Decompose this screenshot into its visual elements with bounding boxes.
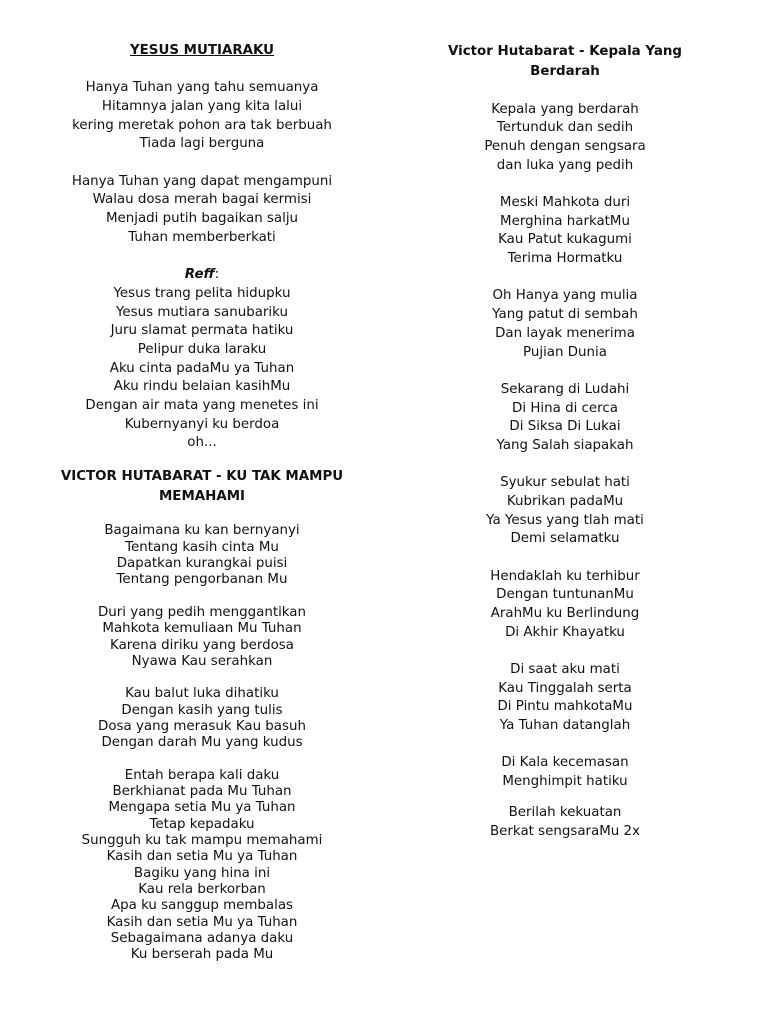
- lyric-line: Pujian Dunia: [523, 344, 607, 360]
- lyric-line: Merghina harkatMu: [500, 213, 630, 229]
- song-kepala-yang-berdarah: [392, 42, 738, 841]
- lyric-line: Dengan darah Mu yang kudus: [101, 735, 303, 751]
- lyric-line: Tentang pengorbanan Mu: [116, 572, 288, 588]
- lyric-line: Dapatkan kurangkai puisi: [116, 556, 288, 572]
- lyric-line: Hitamnya jalan yang kita lalui: [101, 99, 303, 114]
- verse-4: [392, 381, 738, 456]
- lyric-line: Meski Mahkota duri: [499, 195, 631, 210]
- verse-3: [24, 686, 380, 751]
- lyric-line: Di saat aku mati: [510, 662, 620, 678]
- verse-1: [24, 79, 380, 154]
- lyric-line: Hendaklah ku terhibur: [490, 568, 640, 584]
- lyric-line: Tetap kepadaku: [149, 816, 255, 832]
- lyric-line: Di Pintu mahkotaMu: [497, 699, 633, 715]
- lyric-line: Yang patut di sembah: [492, 307, 638, 323]
- lyric-line: Berkhianat pada Mu Tuhan: [112, 784, 292, 800]
- lyric-line: Syukur sebulat hati: [500, 475, 630, 491]
- lyric-line: Sebagaimana adanya daku: [110, 930, 294, 946]
- reff-label: Reff: [184, 267, 215, 283]
- lyric-line: Ya Tuhan datanglah: [499, 718, 631, 734]
- lyric-line: dan luka yang pedih: [496, 157, 634, 173]
- lyric-line: Oh Hanya yang mulia: [492, 288, 638, 304]
- song-title: [392, 42, 738, 82]
- reff-heading: [24, 266, 380, 285]
- lyric-line: Aku rindu belaian kasihMu: [113, 379, 291, 395]
- lyric-line: Walau dosa merah bagai kermisi: [92, 192, 312, 208]
- lyric-line: Dengan air mata yang menetes ini: [85, 398, 319, 414]
- song-title-line-1: VICTOR HUTABARAT - KU TAK MAMPU: [60, 469, 344, 485]
- verse-5: [392, 474, 738, 549]
- lyric-line: Mengapa setia Mu ya Tuhan: [108, 800, 296, 816]
- lyric-line: Tentang kasih cinta Mu: [125, 539, 279, 555]
- lyric-line: Nyawa Kau serahkan: [131, 653, 273, 669]
- verse-8: [392, 754, 738, 791]
- lyric-line: kering meretak pohon ara tak berbuah: [72, 117, 332, 133]
- lyric-line: Di Akhir Khayatku: [505, 624, 625, 640]
- right-column: [392, 42, 738, 841]
- song-title-line-1: Victor Hutabarat - Kepala Yang: [448, 44, 682, 59]
- lyric-line: Tertunduk dan sedih: [496, 120, 634, 136]
- verse-2: [24, 605, 380, 670]
- lyric-line: Dan layak menerima: [495, 325, 635, 341]
- lyric-line: Kepala yang berdarah: [491, 101, 639, 117]
- lyric-line: Dosa yang merasuk Kau basuh: [98, 719, 306, 734]
- lyric-line: Tiada lagi berguna: [139, 136, 265, 152]
- lyric-line: Sungguh ku tak mampu memahami: [81, 833, 323, 849]
- lyric-line: Dengan kasih yang tulis: [121, 702, 283, 718]
- left-column: [24, 42, 380, 963]
- lyric-line: Kau Tinggalah serta: [498, 680, 632, 696]
- lyric-line: Menjadi putih bagaikan salju: [105, 211, 299, 227]
- verse-7: [392, 661, 738, 736]
- lyric-line: Aku cinta padaMu ya Tuhan: [109, 360, 295, 376]
- lyric-line: Berkat sengsaraMu 2x: [490, 823, 640, 839]
- song-title: [24, 467, 380, 507]
- lyric-line: Kasih dan setia Mu ya Tuhan: [106, 849, 298, 865]
- lyric-line: Kubernyanyi ku berdoa: [124, 416, 280, 432]
- lyric-line: oh...: [187, 435, 217, 451]
- lyric-line: Dengan tuntunanMu: [496, 587, 634, 603]
- lyric-line: Hanya Tuhan yang tahu semuanya: [85, 80, 319, 96]
- lyric-line: Bagiku yang hina ini: [133, 865, 271, 881]
- lyric-line: Berilah kekuatan: [508, 804, 622, 820]
- lyric-line: ArahMu ku Berlindung: [490, 606, 640, 622]
- lyric-line: Juru slamat permata hatiku: [110, 323, 294, 339]
- song-ku-tak-mampu-memahami: [24, 467, 380, 963]
- lyric-line: Tuhan memberberkati: [128, 229, 276, 245]
- lyric-line: Hanya Tuhan yang dapat mengampuni: [71, 173, 333, 189]
- verse-3: [392, 287, 738, 362]
- song-title: YESUS MUTIARAKU: [129, 43, 275, 58]
- lyric-line: Di Hina di cerca: [512, 400, 618, 416]
- lyric-line: Di Kala kecemasan: [501, 755, 629, 771]
- lyric-line: Pelipur duka laraku: [137, 341, 267, 357]
- song-title-line-2: MEMAHAMI: [158, 489, 246, 505]
- lyric-line: Terima Hormatku: [507, 251, 623, 267]
- lyric-line: Yang Salah siapakah: [496, 437, 634, 453]
- verse-2: [24, 173, 380, 248]
- reff: [24, 266, 380, 453]
- lyric-line: Bagaimana ku kan bernyanyi: [104, 523, 300, 539]
- lyric-line: Yesus mutiara sanubariku: [116, 304, 288, 320]
- lyric-line: Entah berapa kali daku: [124, 767, 280, 783]
- verse-1: [24, 523, 380, 588]
- lyric-line: Ya Yesus yang tlah mati: [486, 512, 644, 528]
- lyric-line: Kasih dan setia Mu ya Tuhan: [106, 914, 298, 930]
- verse-6: [392, 568, 738, 643]
- lyric-line: Kau Patut kukagumi: [498, 232, 632, 248]
- lyric-line: Kau balut luka dihatiku: [125, 686, 279, 702]
- lyric-line: Apa ku sanggup membalas: [110, 898, 294, 914]
- lyric-line: Yesus trang pelita hidupku: [113, 285, 291, 301]
- verse-9: [392, 804, 738, 841]
- song-yesus-mutiaraku: [24, 42, 380, 453]
- verse-4: [24, 768, 380, 964]
- lyric-line: Sekarang di Ludahi: [500, 381, 630, 397]
- verse-2: [392, 194, 738, 269]
- lyric-line: Kau rela berkorban: [138, 881, 266, 897]
- lyric-line: Penuh dengan sengsara: [484, 139, 646, 154]
- lyric-line: Demi selamatku: [510, 531, 620, 547]
- lyric-line: Kubrikan padaMu: [506, 493, 624, 509]
- reff-colon: :: [214, 267, 220, 283]
- verse-1: [392, 101, 738, 176]
- lyric-line: Ku berserah pada Mu: [130, 947, 274, 963]
- lyric-line: Duri yang pedih menggantikan: [98, 604, 306, 620]
- lyric-line: Mahkota kemuliaan Mu Tuhan: [102, 621, 302, 637]
- lyric-line: Di Siksa Di Lukai: [509, 419, 621, 435]
- lyric-line: Karena diriku yang berdosa: [110, 637, 294, 653]
- song-title-line-2: Berdarah: [530, 64, 600, 79]
- lyric-line: Menghimpit hatiku: [502, 774, 628, 790]
